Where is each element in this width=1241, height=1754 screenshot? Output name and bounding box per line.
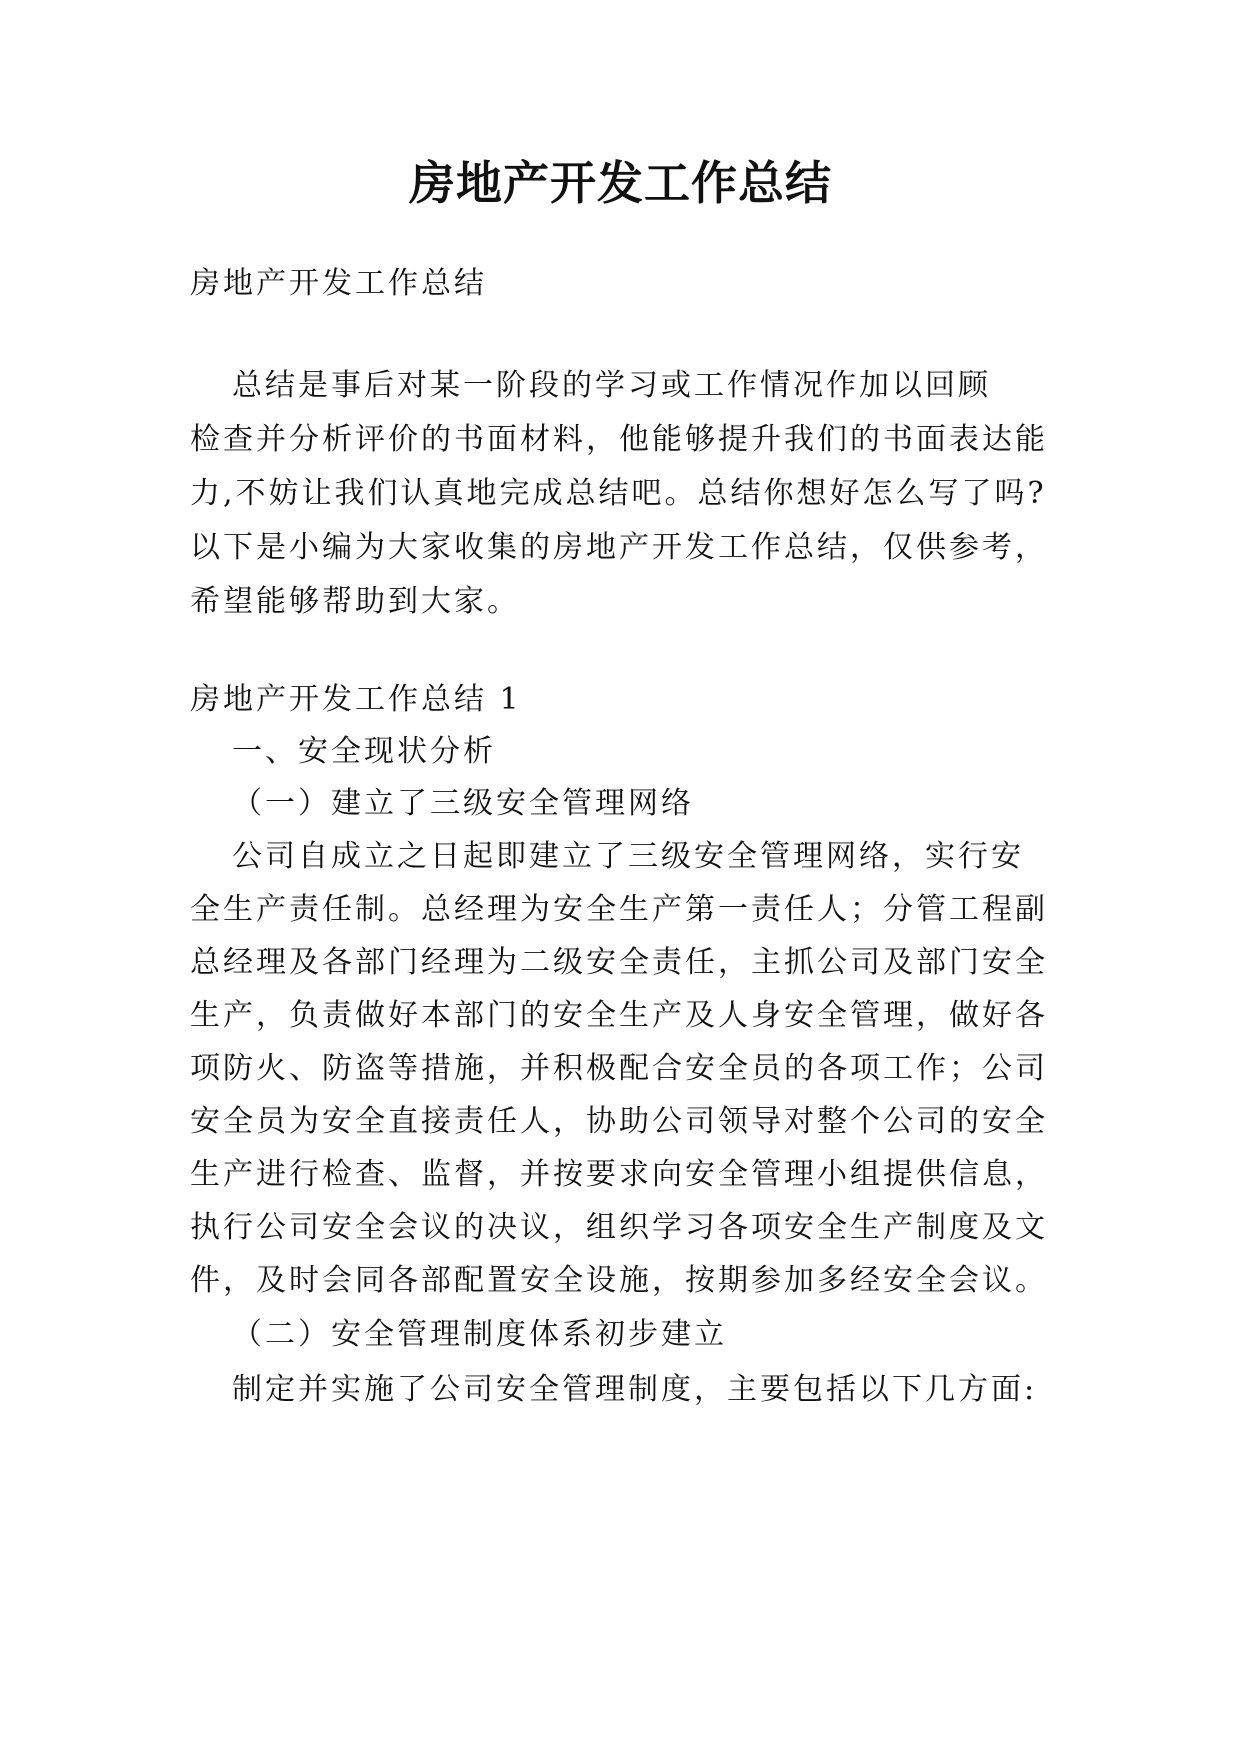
intro-line: 以下是小编为大家收集的房地产开发工作总结，仅供参考， xyxy=(190,530,1048,565)
document-title: 房地产开发工作总结 xyxy=(409,156,832,210)
body-line: 公司自成立之日起即建立了三级安全管理网络，实行安 xyxy=(232,839,1024,874)
intro-line: 总结是事后对某一阶段的学习或工作情况作加以回顾 xyxy=(232,368,991,403)
body-line: 生产，负责做好本部门的安全生产及人身安全管理，做好各 xyxy=(190,998,1048,1033)
intro-line: 检查并分析评价的书面材料，他能够提升我们的书面表达能 xyxy=(190,422,1048,457)
intro-line: 力,不妨让我们认真地完成总结吧。总结你想好怎么写了吗? xyxy=(190,476,1047,511)
sub-heading: （一）建立了三级安全管理网络 xyxy=(232,786,694,821)
part-heading: 一、安全现状分析 xyxy=(232,734,496,769)
body-line: 全生产责任制。总经理为安全生产第一责任人；分管工程副 xyxy=(190,892,1048,927)
body-line: 安全员为安全直接责任人，协助公司领导对整个公司的安全 xyxy=(190,1104,1048,1139)
sub-heading: （二）安全管理制度体系初步建立 xyxy=(232,1317,727,1352)
document-subtitle: 房地产开发工作总结 xyxy=(190,266,487,301)
body-line: 生产进行检查、监督，并按要求向安全管理小组提供信息， xyxy=(190,1157,1048,1192)
body-line: 执行公司安全会议的决议，组织学习各项安全生产制度及文 xyxy=(190,1210,1048,1245)
body-line: 件，及时会同各部配置安全设施，按期参加多经安全会议。 xyxy=(190,1263,1048,1298)
body-line: 制定并实施了公司安全管理制度，主要包括以下几方面: xyxy=(232,1372,1038,1407)
section-heading: 房地产开发工作总结 1 xyxy=(190,682,522,717)
intro-line: 希望能够帮助到大家。 xyxy=(190,584,520,619)
body-line: 项防火、防盗等措施，并积极配合安全员的各项工作；公司 xyxy=(190,1051,1048,1086)
body-line: 总经理及各部门经理为二级安全责任，主抓公司及部门安全 xyxy=(190,945,1048,980)
